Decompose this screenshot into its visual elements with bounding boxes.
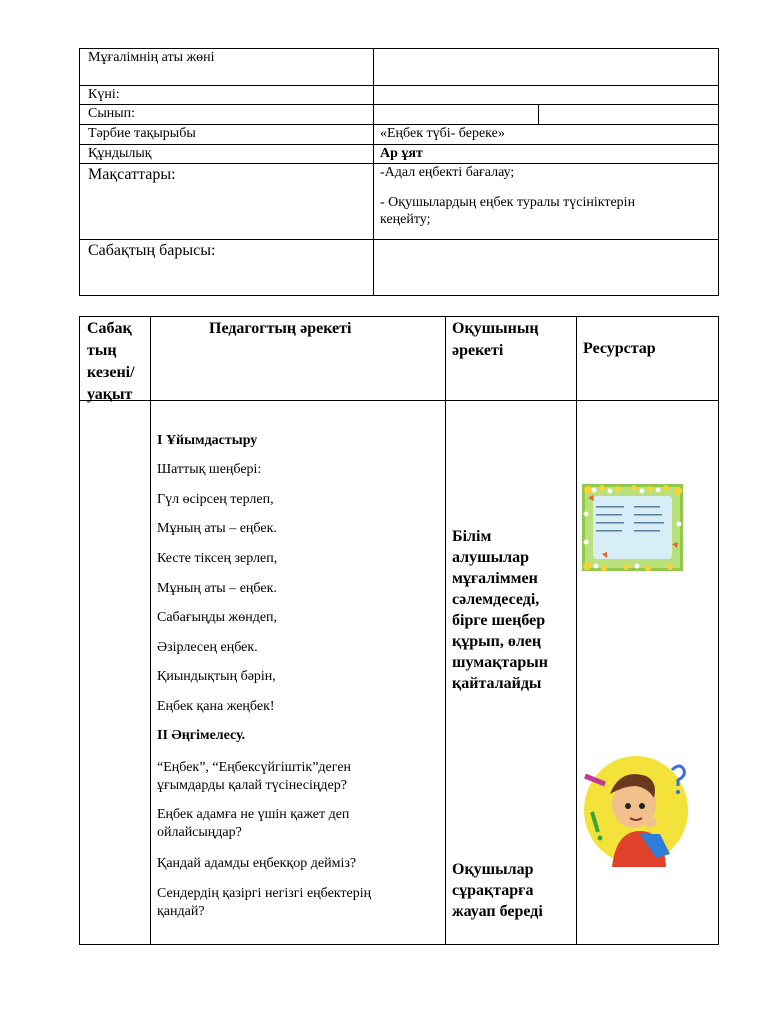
poem-card-image <box>582 484 683 571</box>
goal-2-line1: - Оқушылардың еңбек туралы түсініктерін <box>380 195 636 210</box>
poem-line: Гүл өсірсең терлеп, <box>157 492 274 507</box>
student-action-line: шумақтарын <box>452 654 548 671</box>
student-action-line: алушылар <box>452 549 529 566</box>
header-stage <box>87 318 135 406</box>
goal-2-line2: кеңейту; <box>380 212 431 227</box>
student-action-line: құрып, өлең <box>452 633 542 650</box>
student-action-line: сәлемдеседі, <box>452 591 540 608</box>
student-action-line: Оқушылар <box>452 861 534 878</box>
question-line: ойлайсыңдар? <box>157 825 242 840</box>
question-1 <box>157 759 351 795</box>
student-action-line: Білім <box>452 528 492 545</box>
question-line: “Еңбек”, “Еңбексүйгіштік”деген <box>157 760 352 775</box>
student-action-line: қайталайды <box>452 675 542 692</box>
header-stage-line: тың <box>87 342 117 359</box>
header-student-line: әрекеті <box>452 342 504 359</box>
question-2 <box>157 806 349 842</box>
value-value: Ар ұят <box>380 146 423 161</box>
goal-1: -Адал еңбекті бағалау; <box>380 165 515 180</box>
header-stage-line: Сабақ <box>87 320 132 337</box>
topic-value: «Еңбек түбі- береке» <box>380 126 505 141</box>
header-resources: Ресурстар <box>583 340 656 357</box>
date-label: Күні: <box>88 87 120 102</box>
student-action-line: жауап береді <box>452 903 543 920</box>
poem-line: Қиындықтың бәрін, <box>157 669 276 684</box>
student-action-line: бірге шеңбер <box>452 612 546 629</box>
poem-line: Кесте тіксең зерлеп, <box>157 551 278 566</box>
circle-title: Шаттық шеңбері: <box>157 462 262 477</box>
header-teacher: Педагогтың әрекеті <box>209 320 352 337</box>
question-4 <box>157 885 371 921</box>
poem-line: Еңбек қана жеңбек! <box>157 699 275 714</box>
poem-line: Сабағыңды жөндеп, <box>157 610 278 625</box>
student-action-1 <box>452 526 548 694</box>
student-action-2 <box>452 859 543 922</box>
question-line: қандай? <box>157 904 205 919</box>
section2-title: ІІ Әңгімелесу. <box>157 728 246 743</box>
header-stage-line: уақыт <box>87 386 133 403</box>
thinking-boy-image <box>582 752 692 867</box>
poem-line: Мұның аты – еңбек. <box>157 581 277 596</box>
topic-label: Тәрбие тақырыбы <box>88 126 196 141</box>
progress-label: Сабақтың барысы: <box>88 242 216 259</box>
poem-line: Әзірлесең еңбек. <box>157 640 258 655</box>
header-stage-line: кезені/ <box>87 364 135 381</box>
header-student-line: Оқушының <box>452 320 539 337</box>
header-student <box>452 318 539 362</box>
question-3: Қандай адамды еңбекқор дейміз? <box>157 856 357 871</box>
poem-line: Мұның аты – еңбек. <box>157 521 277 536</box>
question-line: ұғымдарды қалай түсінесіңдер? <box>157 778 347 793</box>
question-line: Сендердің қазіргі негізгі еңбектерің <box>157 886 372 901</box>
question-line: Еңбек адамға не үшін қажет деп <box>157 807 350 822</box>
value-label: Құндылық <box>88 146 152 161</box>
student-action-line: мұғаліммен <box>452 570 538 587</box>
student-action-line: сұрақтарға <box>452 882 534 899</box>
teacher-name-label: Мұғалімнің аты жөні <box>88 50 215 65</box>
section1-title: І Ұйымдастыру <box>157 433 258 448</box>
class-label: Сынып: <box>88 106 136 121</box>
goals-label: Мақсаттары: <box>88 166 176 183</box>
